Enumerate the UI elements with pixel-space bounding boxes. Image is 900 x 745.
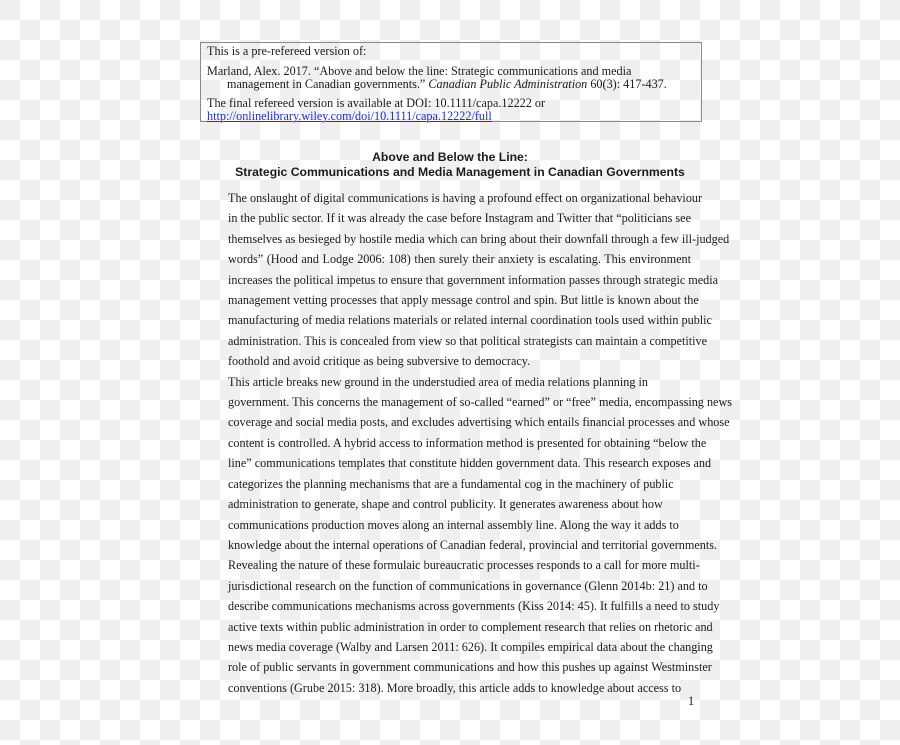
prerefereed-notice-box <box>200 42 702 122</box>
text-line: conventions (Grube 2015: 318). More broadly, this article adds to knowledge about access to <box>228 680 682 695</box>
text-line: role of public servants in government communications and how this pushes up against Westminster <box>228 660 712 675</box>
text-line: The onslaught of digital communications is having a profound effect on organizational behaviour <box>228 191 703 205</box>
text-line: government. This concerns the management of so-called “earned” or “free” media, encompassing news <box>228 395 732 410</box>
text-line: communications production moves along an internal assembly line. Along the way it adds to <box>228 517 679 532</box>
paragraph-1 <box>207 188 730 372</box>
text-line: describe communications mechanisms across governments (Kiss 2014: 45). It fulfills a need to study <box>228 599 720 614</box>
text-line: active texts within public administration in order to complement research that relies on rhetoric and <box>228 619 713 634</box>
text-line: coverage and social media posts, and excludes advertising which entails financial processes and whose <box>228 415 730 430</box>
text-line: themselves as besieged by hostile media which can bring about their downfall through a few ill-judged <box>228 231 730 246</box>
text-line: administration. This is concealed from view so that political strategists can maintain a competitive <box>228 333 708 348</box>
text-line: Revealing the nature of these formulaic bureaucratic processes responds to a call for more multi- <box>228 558 700 573</box>
text-line: administration to generate, shape and control publicity. It generates awareness about how <box>228 497 663 512</box>
paragraph-2 <box>207 372 732 556</box>
text-line: jurisdictional research on the function of communications in governance (Glenn 2014b: 21) and to <box>228 578 708 593</box>
citation <box>207 65 695 92</box>
journal-name: Canadian Public Administration <box>428 77 588 92</box>
article-title-line1: Above and Below the Line: <box>372 150 528 164</box>
article-title-line2: Strategic Communications and Media Management in Canadian Governments <box>235 165 685 179</box>
text-line: management vetting processes that apply message control and spin. But little is known about the <box>228 293 699 308</box>
text-line: This article breaks new ground in the understudied area of media relations planning in <box>228 374 648 389</box>
text-line: in the public sector. If it was already the case before Instagram and Twitter that “politicians see <box>228 211 691 226</box>
text-line: words” (Hood and Lodge 2006: 108) then surely their anxiety is escalating. This environment <box>228 252 691 267</box>
page-number: 1 <box>688 694 695 708</box>
text-line: increases the political impetus to ensure that government information passes through strategic media <box>228 272 719 287</box>
paragraph-3 <box>207 555 720 698</box>
text-line: knowledge about the internal operations of Canadian federal, provincial and territorial governments. <box>228 537 718 552</box>
text-line: categorizes the planning mechanisms that are a fundamental cog in the machinery of public <box>228 476 674 491</box>
notice-intro: This is a pre-refereed version of: <box>207 44 367 58</box>
final-version-note: The final refereed version is available at DOI: 10.1111/capa.12222 or <box>207 95 546 110</box>
text-line: news media coverage (Walby and Larsen 2011: 626). It compiles empirical data about the changing <box>228 639 713 654</box>
wiley-link[interactable]: http://onlinelibrary.wiley.com/doi/10.1111/capa.12222/full <box>207 109 492 124</box>
text-line: content is controlled. A hybrid access to information method is presented for obtaining “below the <box>228 435 707 450</box>
text-line: foothold and avoid critique as being subversive to democracy. <box>228 354 531 369</box>
text-line: line” communications templates that constitute hidden government data. This research exposes and <box>228 456 712 471</box>
text-line: manufacturing of media relations materials or related internal coordination tools used within public <box>228 313 712 328</box>
article-body <box>207 188 732 698</box>
citation-volume: 60(3): 417-437. <box>587 77 667 92</box>
citation-text: Marland, Alex. 2017. “Above and below the line: Strategic communications and media management in Canadian governments.” <box>207 63 632 92</box>
